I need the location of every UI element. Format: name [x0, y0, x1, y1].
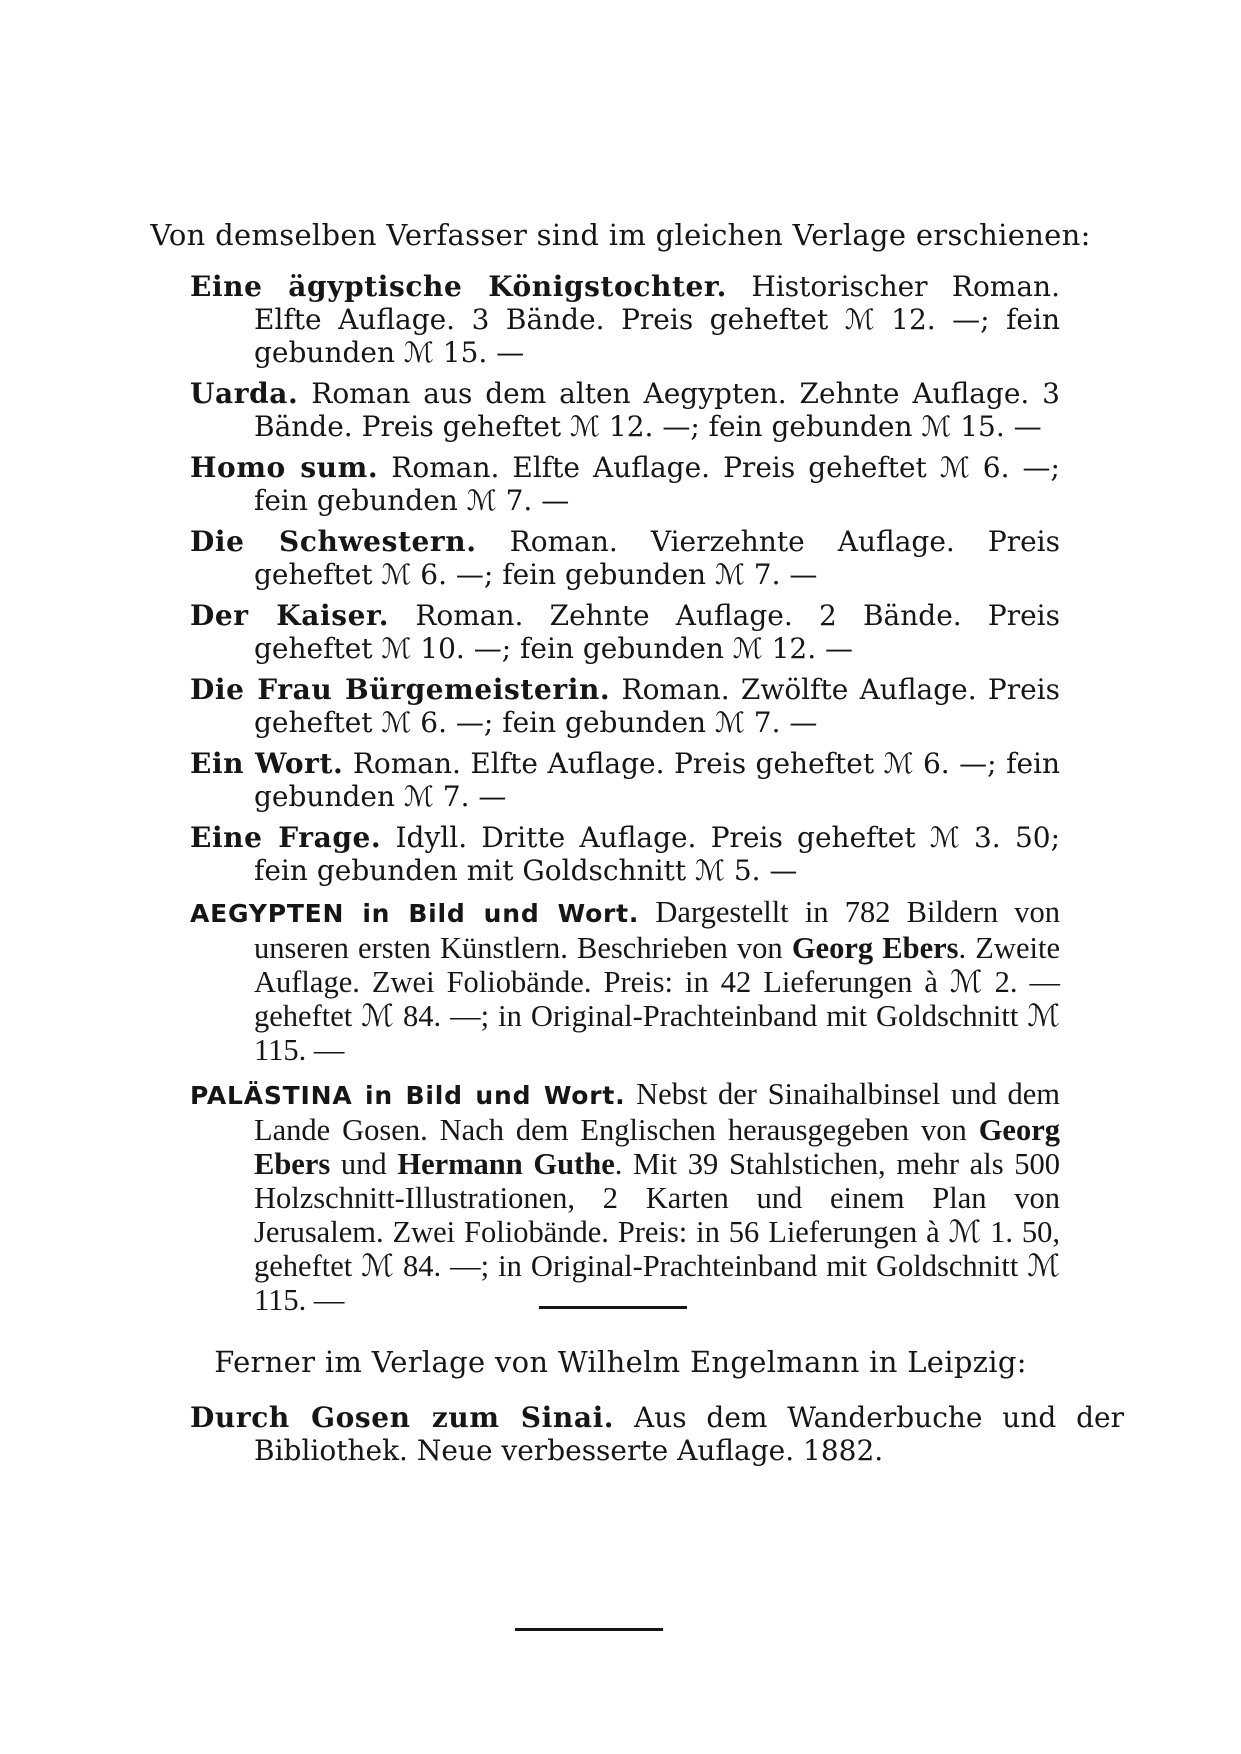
- book-entry-palaestina: [190, 1077, 1060, 1317]
- book-details: . Zweite Auflage. Zwei Foliobände. Preis: in 42 Lieferungen à ℳ 2. — geheftet ℳ 84. —; in Original-Prachteinband mit Goldschnitt ℳ 115. —: [254, 931, 1060, 1067]
- section-heading-other-publisher: Ferner im Verlage von Wilhelm Engelmann in Leipzig:: [214, 1345, 1027, 1379]
- divider-rule: [539, 1306, 687, 1309]
- section-heading-same-publisher: Von demselben Verfasser sind im gleichen Verlage erschienen:: [150, 218, 1091, 252]
- book-entry: [190, 525, 1060, 591]
- book-details: Roman aus dem alten Aegypten. Zehnte Auflage. 3 Bände. Preis geheftet ℳ 12. —; fein gebunden ℳ 15. —: [254, 377, 1060, 443]
- book-details: Idyll. Dritte Auflage. Preis geheftet ℳ 3. 50; fein gebunden mit Goldschnitt ℳ 5. —: [254, 821, 1061, 887]
- book-list: [190, 270, 1060, 1327]
- book-title: Durch Gosen zum Sinai.: [190, 1401, 615, 1434]
- book-entry: [190, 599, 1060, 665]
- book-details: Aus dem Wanderbuche und der Bibliothek. Neue verbesserte Auflage. 1882.: [254, 1401, 1124, 1467]
- author-name: Georg Ebers: [254, 1113, 1060, 1181]
- book-entry-aegypten: [190, 895, 1060, 1067]
- book-details: Roman. Vierzehnte Auflage. Preis geheftet ℳ 6. —; fein gebunden ℳ 7. —: [254, 525, 1060, 591]
- book-details: Historischer Roman. Elfte Auflage. 3 Bände. Preis geheftet ℳ 12. —; fein gebunden ℳ 15. —: [254, 270, 1060, 369]
- book-entry: [190, 747, 1060, 813]
- book-title: Die Frau Bürgemeisterin.: [190, 673, 611, 706]
- book-title: Ein Wort.: [190, 747, 344, 780]
- book-details: Roman. Zehnte Auflage. 2 Bände. Preis geheftet ℳ 10. —; fein gebunden ℳ 12. —: [254, 599, 1060, 665]
- book-title: Homo sum.: [190, 451, 379, 484]
- divider-rule: [515, 1628, 663, 1631]
- book-entry: [190, 377, 1060, 443]
- book-entry: [190, 673, 1060, 739]
- book-details: . Mit 39 Stahlstichen, mehr als 500 Holzschnitt-Illustrationen, 2 Karten und einem Plan von Jerusalem. Zwei Foliobände. Preis: in 56 Lieferungen à ℳ 1. 50, geheftet ℳ 84. —; in Original-Prachteinband mit Goldschnitt ℳ 115. —: [254, 1147, 1060, 1317]
- book-title: Der Kaiser.: [190, 599, 390, 632]
- book-title: AEGYPTEN in Bild und Wort.: [190, 899, 640, 928]
- author-name: Georg Ebers: [791, 931, 959, 965]
- book-title: Eine Frage.: [190, 821, 382, 854]
- book-entry: [190, 1401, 1124, 1467]
- book-entry: [190, 821, 1060, 887]
- book-details: Roman. Zwölfte Auflage. Preis geheftet ℳ 6. —; fein gebunden ℳ 7. —: [254, 673, 1060, 739]
- conjunction: und: [330, 1147, 398, 1181]
- book-title: Eine ägyptische Königstochter.: [190, 270, 728, 303]
- book-title: Die Schwestern.: [190, 525, 477, 558]
- book-details: Roman. Elfte Auflage. Preis geheftet ℳ 6. —; fein gebunden ℳ 7. —: [254, 451, 1060, 517]
- book-title: PALÄSTINA in Bild und Wort.: [190, 1081, 626, 1110]
- book-entry: [190, 270, 1060, 369]
- book-details: Roman. Elfte Auflage. Preis geheftet ℳ 6. —; fein gebunden ℳ 7. —: [254, 747, 1061, 813]
- book-entry: [190, 451, 1060, 517]
- book-details: Nebst der Sinaihalbinsel und dem Lande Gosen. Nach dem Englischen herausgegeben von: [254, 1077, 1060, 1147]
- book-details: Dargestellt in 782 Bildern von unseren ersten Künstlern. Beschrieben von: [254, 895, 1061, 965]
- book-title: Uarda.: [190, 377, 299, 410]
- author-name: Hermann Guthe: [397, 1147, 615, 1181]
